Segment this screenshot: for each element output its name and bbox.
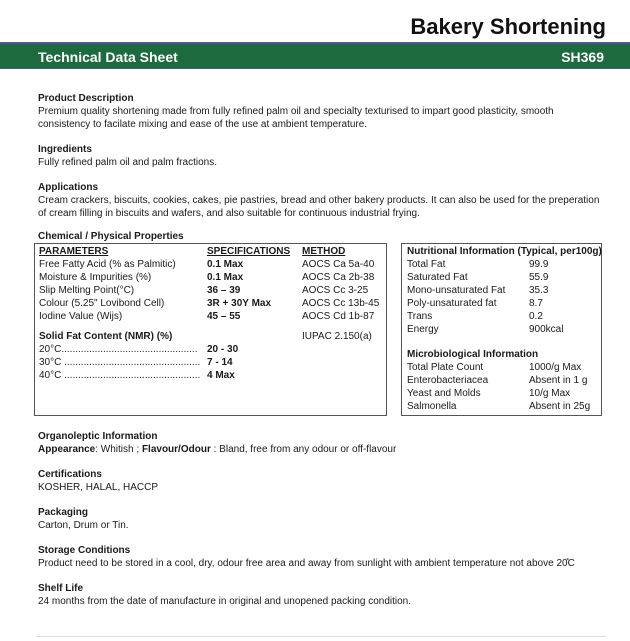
shelf-life-section (38, 582, 608, 608)
sfc-value: 4 Max (207, 370, 235, 381)
product-code: SH369 (561, 49, 604, 65)
micro-value: Absent in 25g (529, 401, 591, 412)
applications-section (38, 181, 608, 220)
sfc-temperature: 20°C................................................. (39, 344, 198, 355)
solid-fat-content-method: IUPAC 2.150(a) (302, 331, 372, 342)
section-text: KOSHER, HALAL, HACCP (38, 482, 159, 493)
section-title: Packaging (38, 507, 89, 518)
nutrient-value: 8.7 (529, 298, 543, 309)
sfc-value: 7 - 14 (207, 357, 233, 368)
header-banner (0, 42, 630, 69)
section-text: Product need to be stored in a cool, dry, odour free area and away from sunlight with ambient temperature not above 20̊C (38, 558, 575, 569)
parameter-method: AOCS Ca 2b-38 (302, 272, 375, 283)
product-description-section (38, 92, 608, 131)
nutrient-value: 35.3 (529, 285, 549, 296)
section-text: Cream crackers, biscuits, cookies, cakes, pie pastries, bread and other bakery products. It can also be used for the preperation of cream filling in biscuits and wafers, and also suitable for continuous industrial frying. (38, 195, 600, 219)
column-header-specifications: SPECIFICATIONS (207, 246, 291, 257)
micro-label: Enterobacteriacea (407, 375, 489, 386)
parameter-name: Slip Melting Point(°C) (39, 285, 135, 296)
nutrient-value: 900kcal (529, 324, 564, 335)
section-title: Certifications (38, 469, 102, 480)
micro-value: 10/g Max (529, 388, 571, 399)
nutrient-value: 0.2 (529, 311, 543, 322)
parameter-method: AOCS Cc 13b-45 (302, 298, 380, 309)
parameter-name: Colour (5.25" Lovibond Cell) (39, 298, 165, 309)
micro-value: 1000/g Max (529, 362, 582, 373)
banner-subtitle: Technical Data Sheet (38, 49, 178, 65)
certifications-section (38, 468, 608, 494)
micro-value: Absent in 1 g (529, 375, 588, 386)
micro-label: Total Plate Count (407, 362, 484, 373)
section-title: Product Description (38, 93, 134, 104)
chemical-properties-table (34, 243, 387, 416)
organoleptic-section (38, 430, 608, 456)
column-header-method: METHOD (302, 246, 346, 257)
appearance-label: Appearance (38, 444, 96, 455)
parameter-method: AOCS Ca 5a-40 (302, 259, 375, 270)
section-title: Shelf Life (38, 583, 84, 594)
storage-section (38, 544, 608, 570)
flavour-value: : Bland, free from any odour or off-flavour (210, 444, 397, 455)
nutrient-label: Saturated Fat (407, 272, 468, 283)
section-title: Ingredients (38, 144, 92, 155)
section-title: Chemical / Physical Properties (38, 231, 184, 242)
document-body (38, 92, 608, 620)
section-text (38, 443, 608, 456)
parameter-spec: 0.1 Max (207, 259, 244, 270)
micro-title: Microbiological Information (407, 349, 539, 360)
parameter-spec: 36 – 39 (207, 285, 241, 296)
chemical-properties-section (38, 230, 608, 416)
nutrient-label: Poly-unsaturated fat (407, 298, 497, 309)
document-title: Bakery Shortening (410, 14, 606, 39)
sfc-temperature: 40°C ................................................. (39, 370, 201, 381)
nutrient-label: Energy (407, 324, 439, 335)
parameter-name: Free Fatty Acid (% as Palmitic) (39, 259, 176, 270)
nutrient-value: 99.9 (529, 259, 549, 270)
parameter-method: AOCS Cc 3-25 (302, 285, 369, 296)
section-text: Carton, Drum or Tin. (38, 520, 129, 531)
sfc-temperature: 30°C ................................................. (39, 357, 201, 368)
micro-label: Salmonella (407, 401, 457, 412)
nutrition-title: Nutritional Information (Typical, per100g) (407, 246, 602, 257)
solid-fat-content-title: Solid Fat Content (NMR) (%) (39, 331, 173, 342)
nutrient-label: Total Fat (407, 259, 446, 270)
flavour-label: Flavour/Odour (141, 444, 211, 455)
footer-divider (36, 636, 606, 637)
ingredients-section (38, 143, 608, 169)
nutrient-label: Mono-unsaturated Fat (407, 285, 506, 296)
parameter-method: AOCS Cd 1b-87 (302, 311, 375, 322)
nutrition-micro-table (401, 243, 602, 416)
section-text: Premium quality shortening made from fully refined palm oil and specialty texturised to impart good plasticity, smooth consistency to facilate mixing and ease of the use at ambient temperature. (38, 106, 554, 130)
micro-label: Yeast and Molds (407, 388, 481, 399)
parameter-name: Moisture & Impurities (%) (39, 272, 152, 283)
column-header-parameters: PARAMETERS (39, 246, 109, 257)
parameter-spec: 45 – 55 (207, 311, 241, 322)
sfc-value: 20 - 30 (207, 344, 239, 355)
parameter-spec: 0.1 Max (207, 272, 244, 283)
appearance-value: : Whitish ; (95, 444, 142, 455)
parameter-spec: 3R + 30Y Max (207, 298, 272, 309)
section-title: Storage Conditions (38, 545, 131, 556)
parameter-name: Iodine Value (Wijs) (39, 311, 123, 322)
nutrient-label: Trans (407, 311, 433, 322)
section-title: Applications (38, 182, 99, 193)
section-text: 24 months from the date of manufacture in original and unopened packing condition. (38, 596, 412, 607)
section-title: Organoleptic Information (38, 431, 158, 442)
section-text: Fully refined palm oil and palm fractions. (38, 157, 217, 168)
nutrient-value: 55.9 (529, 272, 549, 283)
packaging-section (38, 506, 608, 532)
